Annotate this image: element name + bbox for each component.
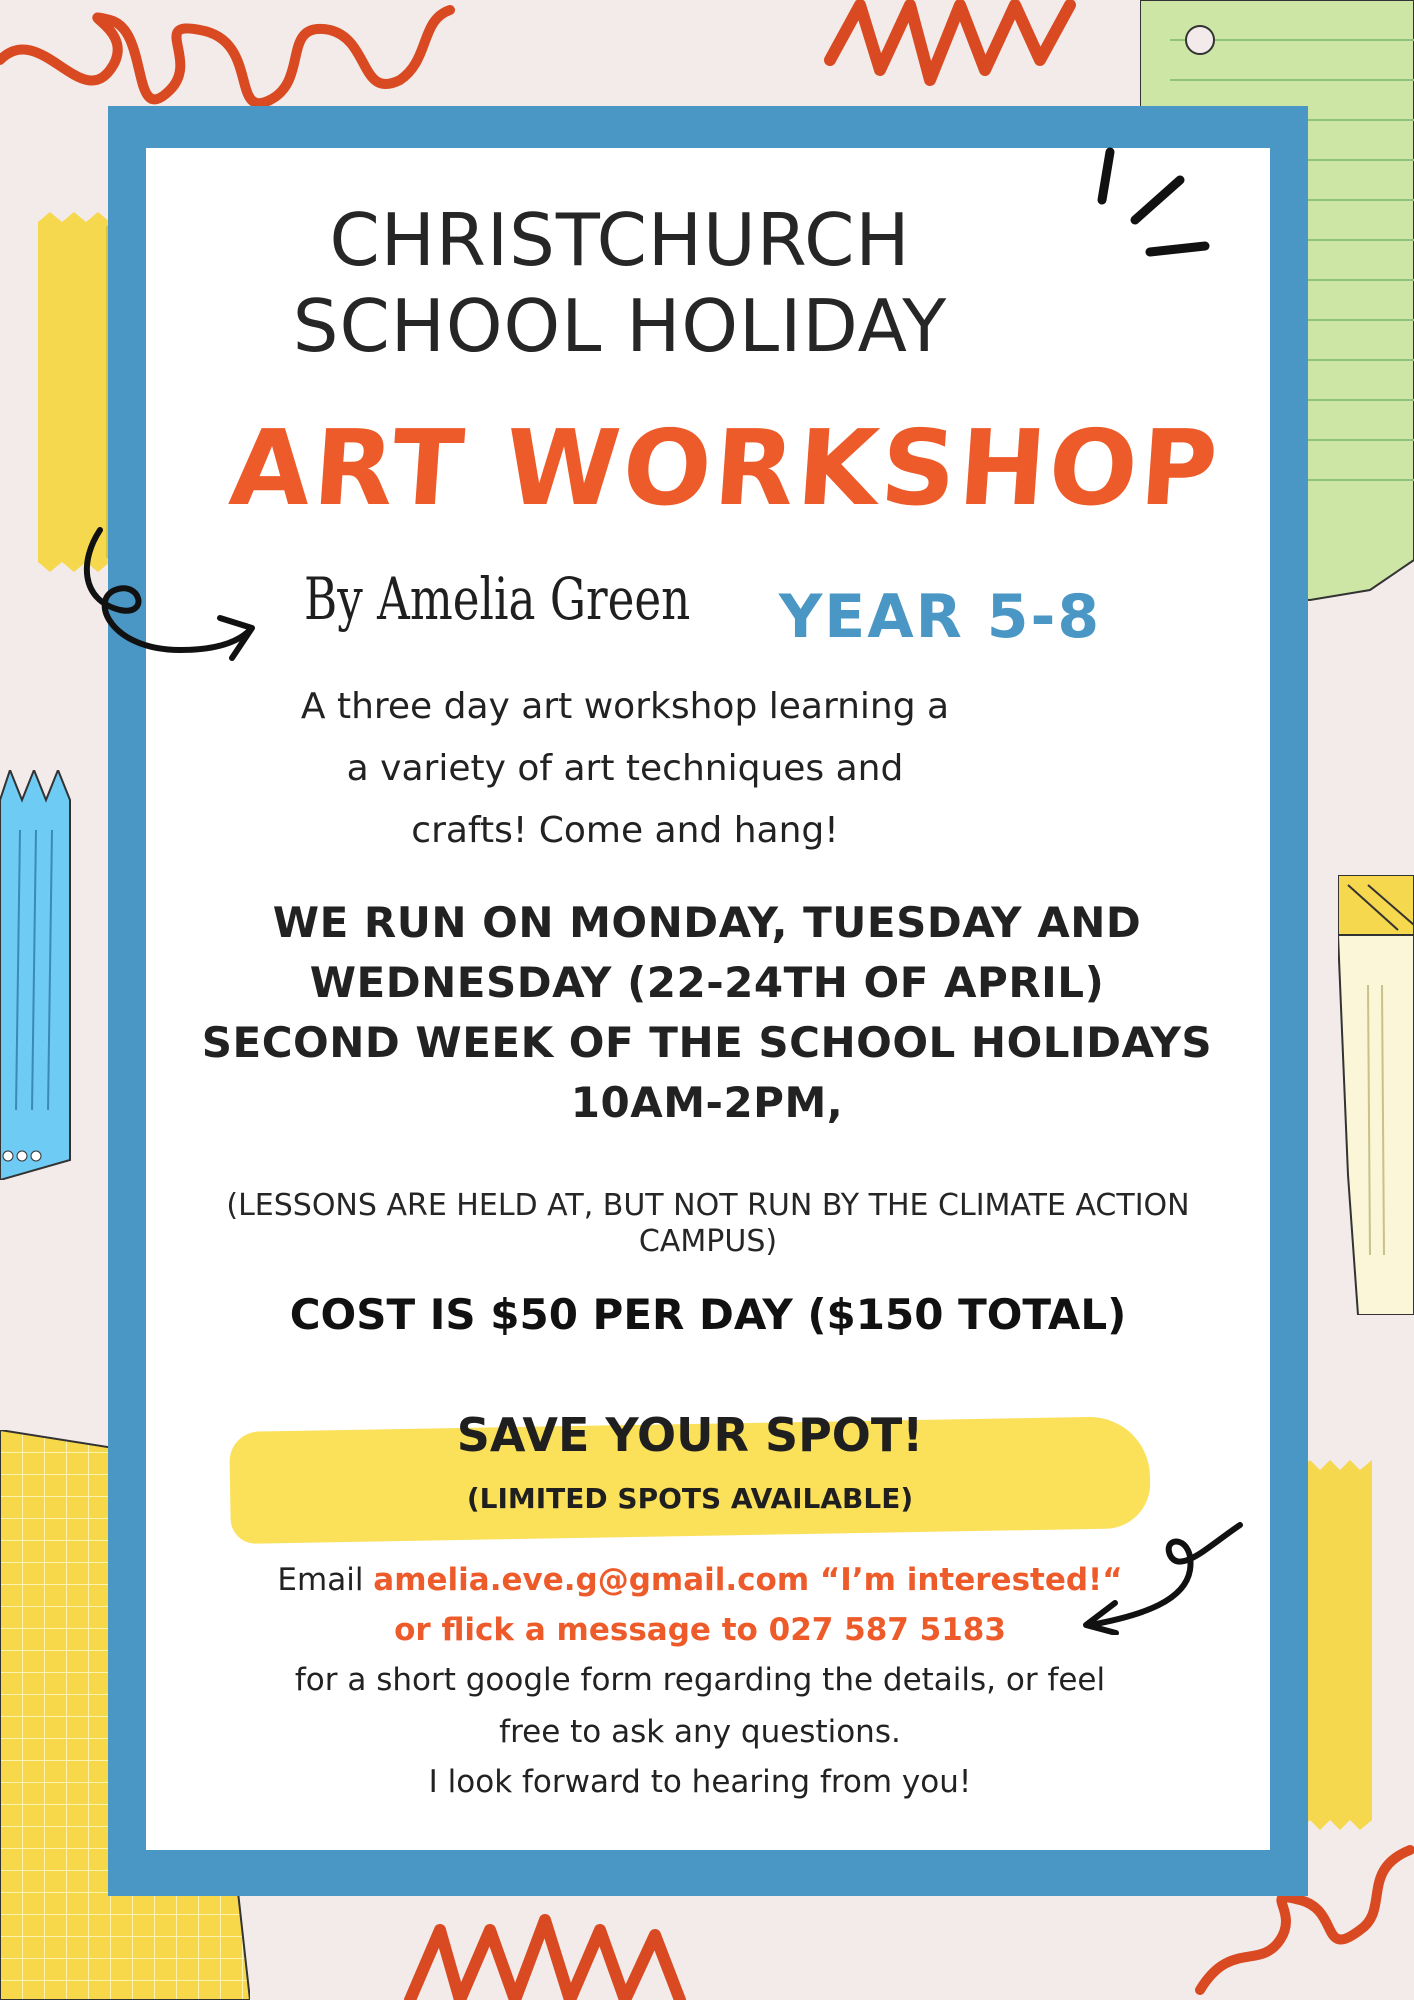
email-prefix: Email xyxy=(277,1562,374,1598)
cost-text: COST IS $50 PER DAY ($150 TOTAL) xyxy=(289,1290,1127,1339)
schedule-line: WE RUN ON MONDAY, TUESDAY AND xyxy=(272,898,1142,947)
phone-line[interactable]: or flick a message to 027 587 5183 xyxy=(394,1612,1006,1648)
schedule-line: 10AM-2PM, xyxy=(570,1078,844,1127)
zigzag-scribble-icon xyxy=(400,1900,730,2000)
lined-paper-icon xyxy=(1338,875,1414,1315)
byline: By Amelia Green xyxy=(304,565,691,633)
zigzag-scribble-icon xyxy=(820,0,1120,100)
intro-line: A three day art workshop learning a xyxy=(300,686,950,727)
note-line: (LESSONS ARE HELD AT, BUT NOT RUN BY THE CLIMATE ACTION xyxy=(226,1188,1190,1223)
email-link[interactable]: amelia.eve.g@gmail.com xyxy=(373,1562,810,1598)
sparkle-lines-icon xyxy=(1090,140,1220,270)
limited-spots-text: (LIMITED SPOTS AVAILABLE) xyxy=(466,1482,914,1515)
contact-line: I look forward to hearing from you! xyxy=(428,1764,972,1800)
intro-line: crafts! Come and hang! xyxy=(411,810,839,851)
tape-strip-icon xyxy=(0,770,75,1180)
intro-line: a variety of art techniques and xyxy=(346,748,904,789)
curved-arrow-icon xyxy=(70,520,270,670)
title-line-1: CHRISTCHURCH xyxy=(329,198,911,282)
contact-line: for a short google form regarding the details, or feel xyxy=(294,1662,1106,1698)
interest-text: “I’m interested!“ xyxy=(809,1562,1123,1598)
title-line-2: SCHOOL HOLIDAY xyxy=(292,284,948,368)
contact-line: free to ask any questions. xyxy=(499,1714,901,1750)
save-spot-heading: SAVE YOUR SPOT! xyxy=(456,1408,924,1462)
schedule-line: SECOND WEEK OF THE SCHOOL HOLIDAYS xyxy=(201,1018,1213,1067)
schedule-line: WEDNESDAY (22-24TH OF APRIL) xyxy=(309,958,1105,1007)
headline: ART WORKSHOP xyxy=(226,407,1224,529)
email-line xyxy=(150,1554,1250,1606)
year-badge: YEAR 5-8 xyxy=(778,582,1102,652)
note-line: CAMPUS) xyxy=(638,1224,778,1259)
